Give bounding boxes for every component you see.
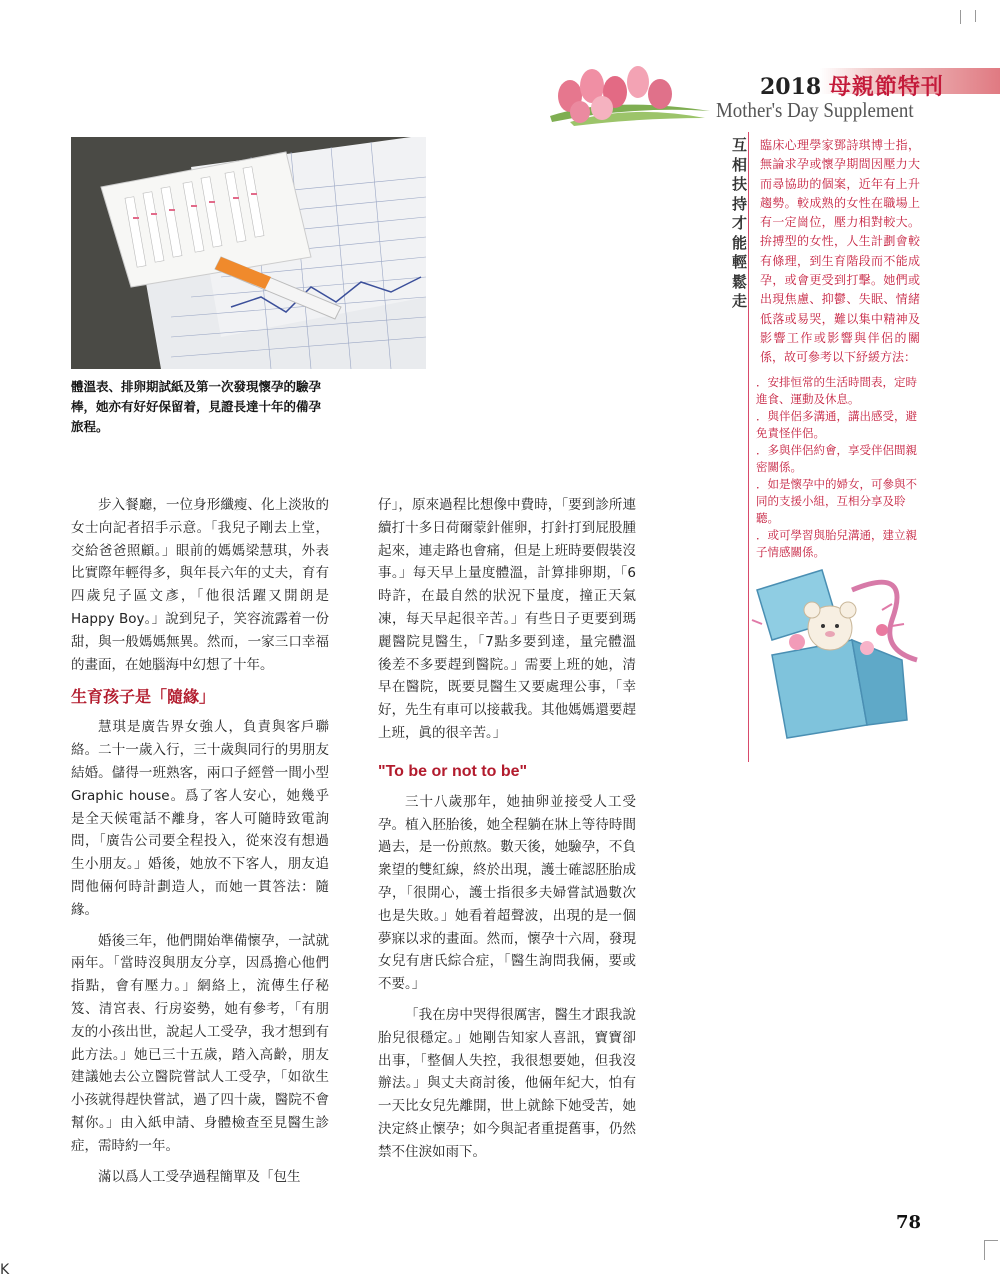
crop-mark <box>984 1240 998 1241</box>
tulip-bouquet-illustration <box>540 56 718 128</box>
tip-item: ． 安排恒常的生活時間表，定時進食、運動及休息。 <box>756 374 922 408</box>
photo-caption: 體溫表、排卵期試紙及第一次發現懷孕的驗孕棒，她亦有好好保留着，見證長達十年的備孕旅程。 <box>71 379 322 434</box>
sidebar-intro: 臨床心理學家鄧詩琪博士指，無論求孕或懷孕期間因壓力大而尋協助的個案，近年有上升趨勢。較成熟的女性在職場上有一定崗位，壓力相對較大。拚搏型的女性，人生計劃會較有條理，到生育階段而不能成孕，或會更受到打擊。她們或出現焦慮、抑鬱、失眠、情緒低落或易哭，難以集中精神及影響工作或影響與伴侶的關係，故可參考以下紓緩方法： <box>760 138 920 365</box>
article-column-1 <box>71 494 329 1188</box>
tip-item: ． 或可學習與胎兒溝通，建立親子情感關係。 <box>756 527 922 561</box>
article-paragraph: 婚後三年，他們開始準備懷孕，一試就兩年。「當時沒與朋友分享，因爲擔心他們指點，會有壓力。」網絡上，流傳生仔秘笈、清宮表、行房姿勢，她有參考，「有朋友的小孩出世，說起人工受孕，我才想到有此方法。」她已三十五歲，踏入高齡，朋友建議她去公立醫院嘗試人工受孕，「如欲生小孩就得趕快嘗試，過了四十歲，醫院不會幫你。」由入紙申請、身體檢查至見醫生診症，需時約一年。 <box>71 932 329 1154</box>
crop-mark <box>984 1240 985 1260</box>
tip-item: ． 與伴侶多溝通，講出感受，避免責怪伴侶。 <box>756 408 922 442</box>
gift-box-bear-illustration <box>742 560 932 740</box>
tip-item: ． 如是懷孕中的婦女，可參與不同的支援小組，互相分享及聆聽。 <box>756 476 922 527</box>
edge-mark: K <box>0 1262 10 1278</box>
article-paragraph: 滿以爲人工受孕過程簡單及「包生 <box>98 1168 301 1185</box>
supplement-year: 2018 <box>760 74 822 100</box>
coping-tips-list <box>756 374 922 561</box>
article-paragraph: 慧琪是廣告界女強人，負責與客戶聯絡。二十一歲入行，三十歲與同行的男朋友結婚。儲得一班熟客，兩口子經營一間小型Graphic house。爲了客人安心，她幾乎是全天候電話不離身，客人可隨時致電詢問，「廣告公司要全程投入，從來沒有想過生小朋友。」婚後，她放不下客人，朋友追問他倆何時計劃造人，而她一貫答法：隨緣。 <box>71 719 329 918</box>
supplement-name: 母親節特刊 <box>828 74 944 100</box>
article-paragraph: 「我在房中哭得很厲害，醫生才跟我說胎兒很穩定。」她剛告知家人喜訊，寶寶卻出事，「整個人失控，我很想要她，但我沒辦法。」與丈夫商討後，他倆年紀大，怕有一天比女兒先離開，世上就餘下她受苦，她決定終止懷孕；如今與記者重提舊事，仍然禁不住淚如雨下。 <box>378 1006 636 1160</box>
section-heading-to-be: "To be or not to be" <box>378 762 528 780</box>
supplement-subtitle: Mother's Day Supplement <box>716 98 914 122</box>
section-heading-fate: 生育孩子是「隨緣」 <box>71 687 216 707</box>
article-paragraph: 步入餐廳，一位身形纖瘦、化上淡妝的女士向記者招手示意。「我兒子剛去上堂，交給爸爸照顧。」眼前的媽媽梁慧琪，外表比實際年輕得多，與年長六年的丈夫，育有四歲兒子區文彥，「他很活躍又開朗是Happy Boy。」說到兒子，笑容流露着一份甜，與一般媽媽無異。然而，一家三口幸福的畫面，在她腦海中幻想了十年。 <box>71 497 329 673</box>
tip-item: ． 多與伴侶約會，享受伴侶間親密關係。 <box>756 442 922 476</box>
article-paragraph: 仔」，原來過程比想像中費時，「要到診所連續打十多日荷爾蒙針催卵，打針打到屁股腫起來，連走路也會痛，但是上班時要假裝沒事。」每天早上量度體溫，計算排卵期，「6時許，在最自然的狀況下量度，撞正天氣凍，每天早起很辛苦。」有些日子更要到瑪麗醫院見醫生，「7點多要到達，量完體溫後差不多要趕到醫院。」需要上班的她，清早在醫院，既要見醫生又要處理公事，「幸好，先生有車可以接載我。其他媽媽還要趕上班，眞的很辛苦。」 <box>378 497 636 741</box>
gift-box <box>772 640 867 738</box>
pregnancy-tests-photo <box>71 137 426 369</box>
crop-mark <box>975 10 976 22</box>
crop-mark <box>960 10 961 24</box>
article-column-2 <box>378 494 636 1164</box>
sidebar-title: 互相扶持才能輕鬆走 <box>732 136 748 310</box>
article-paragraph: 三十八歲那年，她抽卵並接受人工受孕。植入胚胎後，她全程躺在牀上等待時間過去，是一份煎熬。數天後，她驗孕，不負衆望的雙紅線，終於出現，護士確認胚胎成孕，「很開心，護士指很多夫婦嘗試過數次也是失敗。」她看着超聲波，出現的是一個夢寐以求的畫面。然而，懷孕十六周，發現女兒有唐氏綜合症，「醫生詢問我倆，要或不要。」 <box>378 793 636 993</box>
supplement-title <box>760 70 944 101</box>
page-number: 78 <box>896 1212 922 1233</box>
